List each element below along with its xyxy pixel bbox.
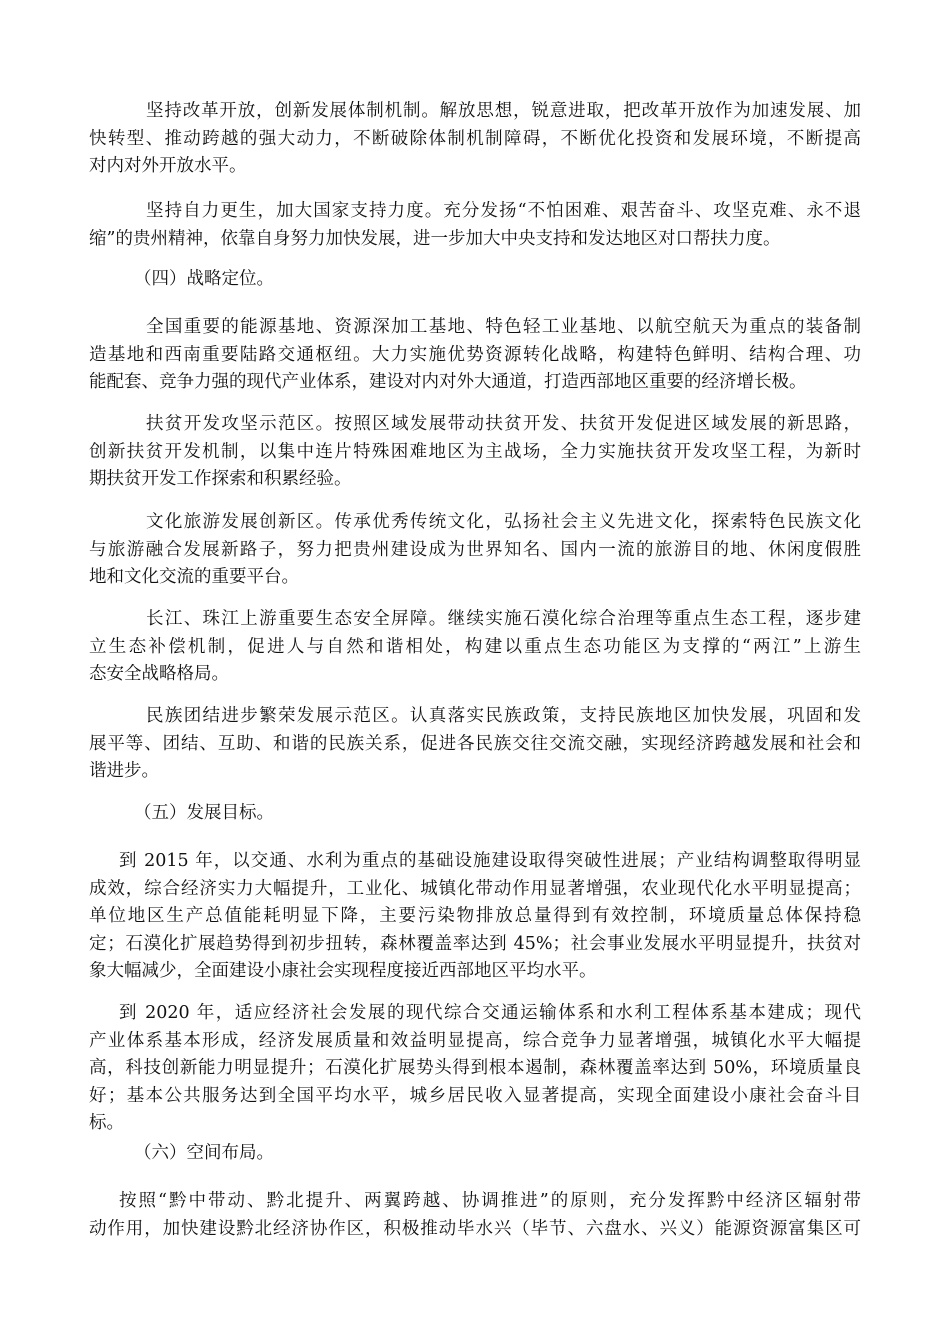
paragraph-energy-base xyxy=(89,314,861,397)
text-line: 造基地和西南重要陆路交通枢纽。大力实施优势资源转化战略，构建特色鲜明、结构合理、功 xyxy=(89,344,861,365)
text-line: 谐进步。 xyxy=(89,761,159,781)
text-line: 缩”的贵州精神，依靠自身努力加快发展，进一步加大中央支持和发达地区对口帮扶力度。 xyxy=(89,228,781,249)
paragraph-culture-tourism xyxy=(89,509,861,592)
text-line: 期扶贫开发工作探索和积累经验。 xyxy=(89,469,352,489)
text-line: 单位地区生产总值能耗明显下降，主要污染物排放总量得到有效控制，环境质量总体保持稳 xyxy=(89,906,861,926)
text-line: 地和文化交流的重要平台。 xyxy=(89,567,299,587)
text-line: 到 2020 年，适应经济社会发展的现代综合交通运输体系和水利工程体系基本建成；现代 xyxy=(119,1003,861,1023)
section-heading-development-goals xyxy=(89,800,861,828)
text-line: 动作用，加快建设黔北经济协作区，积极推动毕水兴（毕节、六盘水、兴义）能源资源富集区可 xyxy=(89,1218,861,1239)
text-line: 成效，综合经济实力大幅提升，工业化、城镇化带动作用显著增强，农业现代化水平明显提高； xyxy=(89,878,861,899)
text-line: 与旅游融合发展新路子，努力把贵州建设成为世界知名、国内一流的旅游目的地、休闲度假胜 xyxy=(89,539,861,560)
paragraph-self-reliance xyxy=(89,198,861,253)
section-heading: （六）空间布局。 xyxy=(134,1143,274,1163)
text-line: 按照“黔中带动、黔北提升、两翼跨越、协调推进”的原则，充分发挥黔中经济区辐射带 xyxy=(119,1191,861,1211)
text-line: 象大幅减少，全面建设小康社会实现程度接近西部地区平均水平。 xyxy=(89,961,597,981)
text-line: 好；基本公共服务达到全国平均水平，城乡居民收入显著提高，实现全面建设小康社会奋斗目 xyxy=(89,1085,861,1106)
section-heading: （五）发展目标。 xyxy=(134,803,274,823)
paragraph-ecological-barrier xyxy=(89,606,861,689)
paragraph-goal-2015 xyxy=(89,848,861,986)
paragraph-goal-2020 xyxy=(89,1000,861,1138)
text-line: 标。 xyxy=(89,1113,124,1133)
text-line: 扶贫开发攻坚示范区。按照区域发展带动扶贫开发、扶贫开发促进区域发展的新思路， xyxy=(146,414,861,434)
text-line: 对内对外开放水平。 xyxy=(89,156,247,176)
section-heading-spatial-layout xyxy=(89,1140,861,1168)
section-heading: （四）战略定位。 xyxy=(134,269,274,289)
paragraph-poverty-alleviation xyxy=(89,411,861,494)
text-line: 态安全战略格局。 xyxy=(89,664,229,684)
text-line: 民族团结进步繁荣发展示范区。认真落实民族政策，支持民族地区加快发展，巩固和发 xyxy=(146,706,861,726)
text-line: 产业体系基本形成，经济发展质量和效益明显提高，综合竞争力显著增强，城镇化水平大幅提 xyxy=(89,1030,861,1051)
paragraph-ethnic-unity xyxy=(89,703,861,786)
paragraph-spatial-principle xyxy=(89,1188,861,1243)
text-line: 高，科技创新能力明显提升；石漠化扩展势头得到根本遏制，森林覆盖率达到 50%，环境质量良 xyxy=(89,1058,861,1078)
text-line: 到 2015 年，以交通、水利为重点的基础设施建设取得突破性进展；产业结构调整取得明显 xyxy=(119,851,861,871)
text-line: 快转型、推动跨越的强大动力，不断破除体制机制障碍，不断优化投资和发展环境，不断提高 xyxy=(89,128,861,149)
text-line: 定；石漠化扩展趋势得到初步扭转，森林覆盖率达到 45%；社会事业发展水平明显提升，扶贫对 xyxy=(89,933,861,954)
text-line: 立生态补偿机制，促进人与自然和谐相处，构建以重点生态功能区为支撑的“两江”上游生 xyxy=(89,636,861,657)
text-line: 创新扶贫开发机制，以集中连片特殊困难地区为主战场，全力实施扶贫开发攻坚工程，为新时 xyxy=(89,441,861,462)
paragraph-reform-opening xyxy=(89,98,861,181)
text-line: 坚持自力更生，加大国家支持力度。充分发扬“不怕困难、艰苦奋斗、攻坚克难、永不退 xyxy=(146,201,861,221)
text-line: 坚持改革开放，创新发展体制机制。解放思想，锐意进取，把改革开放作为加速发展、加 xyxy=(146,101,861,121)
text-line: 展平等、团结、互助、和谐的民族关系，促进各民族交往交流交融，实现经济跨越发展和社会和 xyxy=(89,733,861,754)
section-heading-strategic-positioning xyxy=(89,266,861,294)
text-line: 文化旅游发展创新区。传承优秀传统文化，弘扬社会主义先进文化，探索特色民族文化 xyxy=(146,512,861,532)
text-line: 能配套、竞争力强的现代产业体系，建设对内对外大通道，打造西部地区重要的经济增长极。 xyxy=(89,372,807,392)
text-line: 长江、珠江上游重要生态安全屏障。继续实施石漠化综合治理等重点生态工程，逐步建 xyxy=(146,609,861,629)
text-line: 全国重要的能源基地、资源深加工基地、特色轻工业基地、以航空航天为重点的装备制 xyxy=(146,317,861,337)
